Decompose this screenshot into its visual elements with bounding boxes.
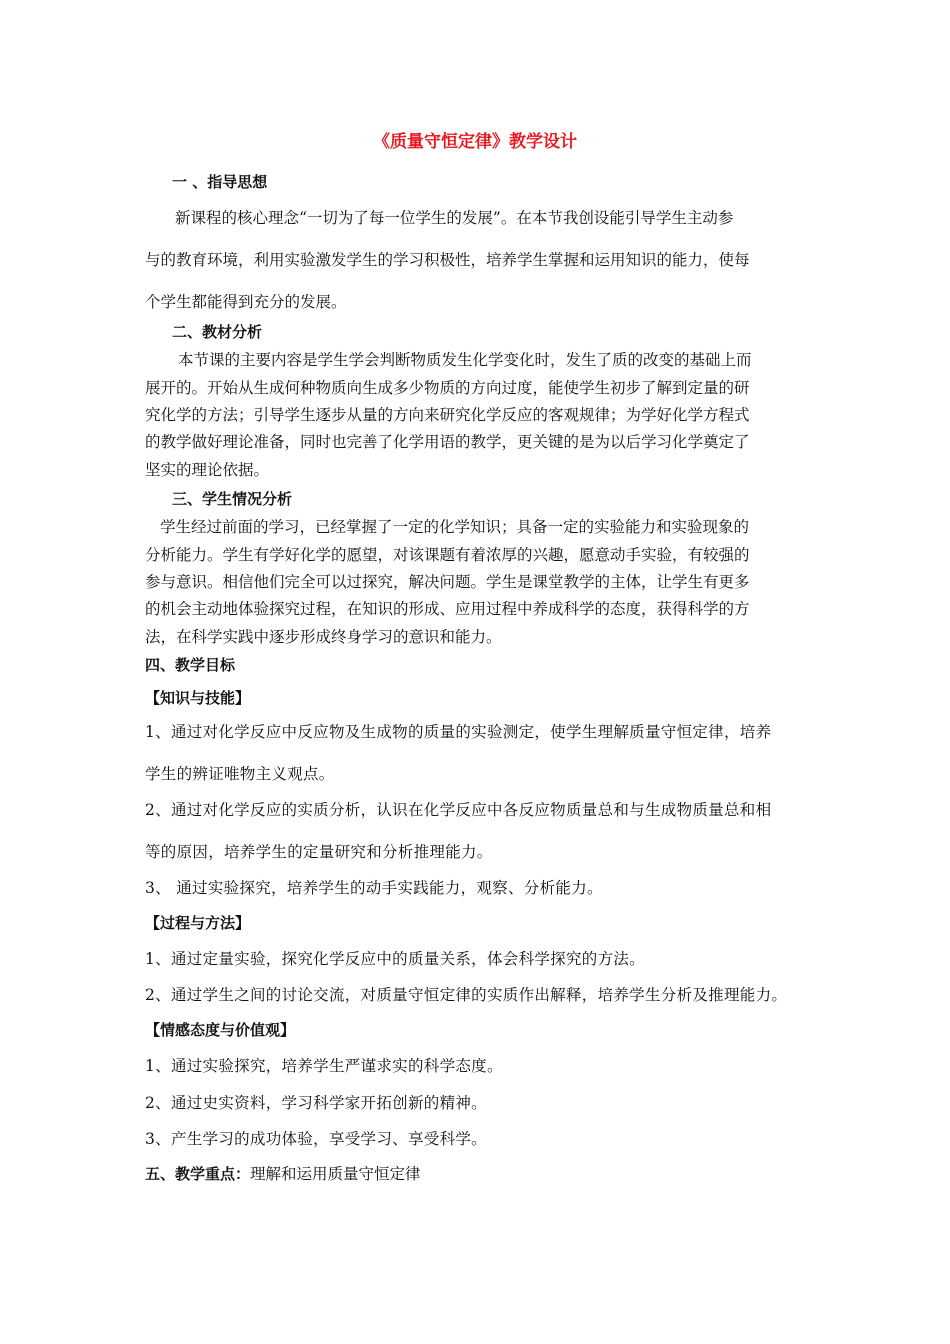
paragraph-line: 法，在科学实践中逐步形成终身学习的意识和能力。 [145, 628, 502, 646]
subheading-knowledge-skills: 【知识与技能】 [145, 689, 251, 707]
subheading-attitude-values: 【情感态度与价值观】 [145, 1021, 296, 1039]
goal-line: 2、通过史实资料，学习科学家开拓创新的精神。 [145, 1094, 487, 1112]
key-point-text: 理解和运用质量守恒定律 [250, 1165, 421, 1183]
section-heading-teaching-goals: 四、教学目标 [145, 656, 236, 674]
goal-line: 1、通过对化学反应中反应物及生成物的质量的实验测定，使学生理解质量守恒定律，培养 [145, 723, 772, 741]
paragraph-line: 个学生都能得到充分的发展。 [145, 293, 347, 311]
paragraph-line: 学生经过前面的学习，已经掌握了一定的化学知识；具备一定的实验能力和实验现象的 [160, 518, 750, 536]
paragraph-line: 坚实的理论依据。 [145, 461, 270, 479]
section-heading-student-analysis: 三、学生情况分析 [172, 490, 293, 508]
paragraph-line: 的机会主动地体验探究过程，在知识的形成、应用过程中养成科学的态度，获得科学的方 [145, 600, 750, 618]
subheading-process-method: 【过程与方法】 [145, 914, 251, 932]
goal-line: 2、通过对化学反应的实质分析，认识在化学反应中各反应物质量总和与生成物质量总和相 [145, 801, 772, 819]
paragraph-line: 分析能力。学生有学好化学的愿望，对该课题有着浓厚的兴趣，愿意动手实验，有较强的 [145, 546, 750, 564]
paragraph-line: 与的教育环境，利用实验激发学生的学习积极性，培养学生掌握和运用知识的能力，使每 [145, 251, 750, 269]
document-title: 《质量守恒定律》教学设计 [373, 132, 577, 152]
paragraph-line: 新课程的核心理念“一切为了每一位学生的发展”。在本节我创设能引导学生主动参 [175, 209, 734, 227]
paragraph-line: 究化学的方法；引导学生逐步从量的方向来研究化学反应的客观规律；为学好化学方程式 [145, 406, 750, 424]
section-heading-key-point: 五、教学重点： [145, 1165, 251, 1183]
paragraph-line: 展开的。开始从生成何种物质向生成多少物质的方向过度，能使学生初步了解到定量的研 [145, 379, 750, 397]
paragraph-line: 本节课的主要内容是学生学会判断物质发生化学变化时，发生了质的改变的基础上而 [178, 351, 752, 369]
paragraph-line: 的教学做好理论准备，同时也完善了化学用语的教学，更关键的是为以后学习化学奠定了 [145, 433, 750, 451]
section-heading-textbook-analysis: 二、教材分析 [172, 323, 263, 341]
goal-line: 1、通过实验探究，培养学生严谨求实的科学态度。 [145, 1057, 503, 1075]
goal-line: 2、通过学生之间的讨论交流，对质量守恒定律的实质作出解释，培养学生分析及推理能力。 [145, 986, 788, 1004]
section-heading-guiding-idea: 一 、指导思想 [172, 173, 268, 191]
goal-line: 1、通过定量实验，探究化学反应中的质量关系，体会科学探究的方法。 [145, 950, 645, 968]
key-point-line [145, 1164, 421, 1184]
goal-line: 3、 通过实验探究，培养学生的动手实践能力，观察、分析能力。 [145, 879, 603, 897]
goal-line: 等的原因，培养学生的定量研究和分析推理能力。 [145, 843, 493, 861]
goal-line: 学生的辨证唯物主义观点。 [145, 765, 335, 783]
paragraph-line: 参与意识。相信他们完全可以过探究，解决问题。学生是课堂教学的主体，让学生有更多 [145, 573, 750, 591]
goal-line: 3、产生学习的成功体验，享受学习、享受科学。 [145, 1130, 487, 1148]
